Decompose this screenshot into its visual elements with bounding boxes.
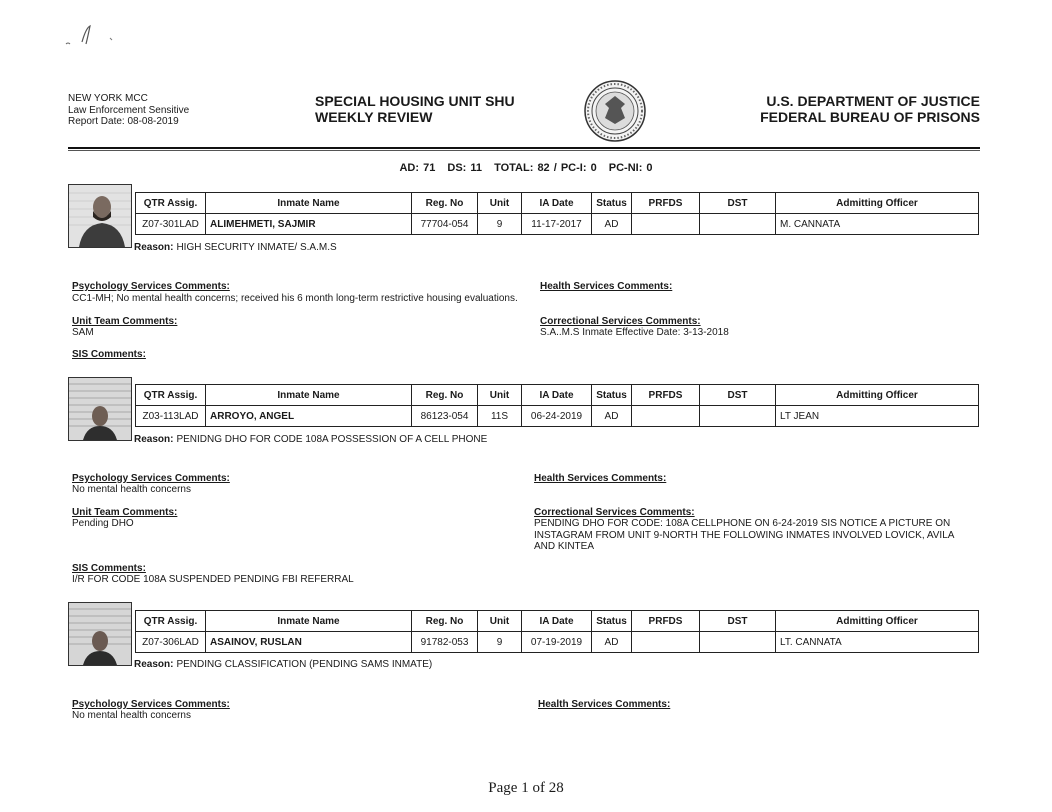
correctional-comment: PENDING DHO FOR CODE: 108A CELLPHONE ON 6-24-2019 SIS NOTICE A PICTURE ON INSTAGRAM FROM UNIT 9-NORTH THE FOLLOWING INMATES INVOLVED LOVICK, AVILA AND KINTEA	[534, 518, 954, 552]
table-header-row	[136, 193, 979, 214]
sis-heading: SIS Comments:	[72, 349, 146, 360]
inmate-name: ASAINOV, RUSLAN	[206, 632, 412, 653]
col-ia-date: IA Date	[522, 193, 592, 214]
col-prfds: PRFDS	[632, 611, 700, 632]
health-heading: Health Services Comments:	[534, 473, 667, 484]
table-header-row	[136, 385, 979, 406]
inmate-photo	[68, 184, 132, 248]
doj-seal-icon	[584, 80, 646, 142]
admitting-officer: LT JEAN	[776, 406, 979, 427]
psychology-comment: No mental health concerns	[72, 710, 191, 721]
report-date: Report Date: 08-08-2019	[68, 116, 179, 127]
reason-label: Reason:	[134, 659, 174, 670]
inmate-photo-icon	[69, 185, 131, 247]
table-row	[136, 632, 979, 653]
dst	[700, 632, 776, 653]
unit-team-comment: Pending DHO	[72, 518, 134, 529]
count-ad: AD: 71	[399, 162, 436, 174]
header-rule-thin	[68, 150, 980, 151]
table-row	[136, 406, 979, 427]
col-ia-date: IA Date	[522, 611, 592, 632]
col-ia-date: IA Date	[522, 385, 592, 406]
dst	[700, 214, 776, 235]
admitting-officer: M. CANNATA	[776, 214, 979, 235]
ia-date: 07-19-2019	[522, 632, 592, 653]
department-name: U.S. DEPARTMENT OF JUSTICE	[766, 93, 980, 109]
unit: 11S	[478, 406, 522, 427]
count-total: TOTAL: 82 / PC-I: 0	[494, 162, 597, 174]
col-reg: Reg. No	[412, 385, 478, 406]
reason-text: PENDING CLASSIFICATION (PENDING SAMS INMATE)	[176, 659, 433, 670]
inmate-photo-icon	[69, 603, 131, 665]
dst	[700, 406, 776, 427]
table-row	[136, 214, 979, 235]
col-status: Status	[592, 385, 632, 406]
psychology-heading: Psychology Services Comments:	[72, 473, 230, 484]
inmate-photo-icon	[69, 378, 131, 440]
prfds	[632, 632, 700, 653]
col-reg: Reg. No	[412, 611, 478, 632]
report-title-line-1: SPECIAL HOUSING UNIT SHU	[315, 93, 515, 109]
status: AD	[592, 214, 632, 235]
col-officer: Admitting Officer	[776, 385, 979, 406]
col-qtr: QTR Assig.	[136, 611, 206, 632]
health-heading: Health Services Comments:	[538, 699, 671, 710]
correctional-comment: S.A..M.S Inmate Effective Date: 3-13-2018	[540, 327, 729, 338]
col-reg: Reg. No	[412, 193, 478, 214]
reason-line	[134, 659, 432, 670]
header-left-block	[68, 93, 189, 128]
reason-text: PENIDNG DHO FOR CODE 108A POSSESSION OF A CELL PHONE	[176, 434, 488, 445]
sis-comment: I/R FOR CODE 108A SUSPENDED PENDING FBI REFERRAL	[72, 574, 354, 585]
col-unit: Unit	[478, 193, 522, 214]
handwritten-mark	[58, 22, 138, 52]
psychology-comment: No mental health concerns	[72, 484, 191, 495]
ia-date: 11-17-2017	[522, 214, 592, 235]
col-unit: Unit	[478, 385, 522, 406]
col-officer: Admitting Officer	[776, 193, 979, 214]
bureau-name: FEDERAL BUREAU OF PRISONS	[760, 109, 980, 125]
unit: 9	[478, 214, 522, 235]
header-rule	[68, 147, 980, 149]
reg-no: 91782-053	[412, 632, 478, 653]
prfds	[632, 406, 700, 427]
reason-label: Reason:	[134, 434, 174, 445]
reason-line	[134, 434, 487, 445]
inmate-name: ARROYO, ANGEL	[206, 406, 412, 427]
col-dst: DST	[700, 193, 776, 214]
reg-no: 77704-054	[412, 214, 478, 235]
col-prfds: PRFDS	[632, 385, 700, 406]
inmate-record-table	[135, 610, 979, 653]
col-unit: Unit	[478, 611, 522, 632]
reason-line	[134, 242, 337, 253]
inmate-name: ALIMEHMETI, SAJMIR	[206, 214, 412, 235]
inmate-record-table	[135, 384, 979, 427]
header-right-block	[760, 93, 980, 125]
report-title	[315, 93, 515, 125]
facility-name: NEW YORK MCC	[68, 93, 148, 104]
col-prfds: PRFDS	[632, 193, 700, 214]
psychology-heading: Psychology Services Comments:	[72, 699, 230, 710]
count-ds: DS: 11	[447, 162, 483, 174]
reg-no: 86123-054	[412, 406, 478, 427]
inmate-record-table	[135, 192, 979, 235]
status: AD	[592, 632, 632, 653]
col-officer: Admitting Officer	[776, 611, 979, 632]
psychology-heading: Psychology Services Comments:	[72, 281, 230, 292]
reason-text: HIGH SECURITY INMATE/ S.A.M.S	[176, 242, 337, 253]
qtr-assig: Z03-113LAD	[136, 406, 206, 427]
psychology-comment: CC1-MH; No mental health concerns; received his 6 month long-term restrictive housing evaluations.	[72, 293, 518, 304]
col-name: Inmate Name	[206, 611, 412, 632]
admitting-officer: LT. CANNATA	[776, 632, 979, 653]
sis-heading: SIS Comments:	[72, 563, 146, 574]
inmate-photo	[68, 377, 132, 441]
col-qtr: QTR Assig.	[136, 193, 206, 214]
prfds	[632, 214, 700, 235]
qtr-assig: Z07-306LAD	[136, 632, 206, 653]
col-qtr: QTR Assig.	[136, 385, 206, 406]
population-counts	[0, 162, 1052, 174]
col-dst: DST	[700, 611, 776, 632]
table-header-row	[136, 611, 979, 632]
col-name: Inmate Name	[206, 385, 412, 406]
correctional-heading: Correctional Services Comments:	[540, 316, 701, 327]
unit-team-heading: Unit Team Comments:	[72, 316, 178, 327]
unit-team-heading: Unit Team Comments:	[72, 507, 178, 518]
page-number: Page 1 of 28	[488, 780, 564, 796]
correctional-heading: Correctional Services Comments:	[534, 507, 695, 518]
inmate-photo	[68, 602, 132, 666]
unit: 9	[478, 632, 522, 653]
health-heading: Health Services Comments:	[540, 281, 673, 292]
col-status: Status	[592, 611, 632, 632]
sensitivity-label: Law Enforcement Sensitive	[68, 104, 190, 116]
ia-date: 06-24-2019	[522, 406, 592, 427]
count-pcni: PC-NI: 0	[608, 162, 653, 174]
qtr-assig: Z07-301LAD	[136, 214, 206, 235]
status: AD	[592, 406, 632, 427]
col-status: Status	[592, 193, 632, 214]
col-name: Inmate Name	[206, 193, 412, 214]
reason-label: Reason:	[134, 242, 174, 253]
report-title-line-2: WEEKLY REVIEW	[315, 109, 433, 125]
col-dst: DST	[700, 385, 776, 406]
unit-team-comment: SAM	[72, 327, 94, 338]
